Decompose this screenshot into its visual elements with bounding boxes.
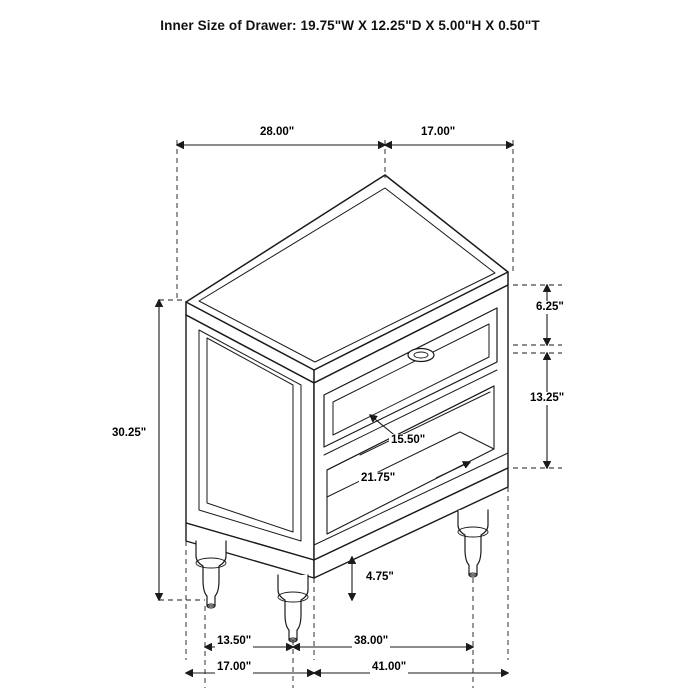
dim-label-overall-height: 30.25" — [112, 427, 147, 439]
dim-label-base-width: 41.00" — [372, 661, 407, 673]
drawer-pull — [408, 349, 434, 362]
dim-label-drawer-to-base: 13.25" — [530, 392, 565, 404]
dim-label-top-right-width: 17.00" — [421, 126, 456, 138]
dim-label-top-left-width: 28.00" — [260, 126, 295, 138]
leg-front-right — [458, 510, 488, 577]
dim-label-leg-height: 4.75" — [366, 571, 394, 583]
dim-label-top-to-drawer: 6.25" — [536, 301, 564, 313]
dim-label-foot-width: 38.00" — [354, 635, 389, 647]
dim-label-lower-shelf-width: 21.75" — [361, 472, 396, 484]
dim-label-drawer-inner-width: 15.50" — [391, 434, 426, 446]
dim-label-base-depth: 17.00" — [217, 661, 252, 673]
leg-front-left — [196, 541, 226, 608]
leg-front-center — [278, 575, 308, 642]
dim-label-foot-depth: 13.50" — [217, 635, 252, 647]
page-title: Inner Size of Drawer: 19.75"W X 12.25"D X 5.00"H X 0.50"T — [160, 18, 540, 33]
